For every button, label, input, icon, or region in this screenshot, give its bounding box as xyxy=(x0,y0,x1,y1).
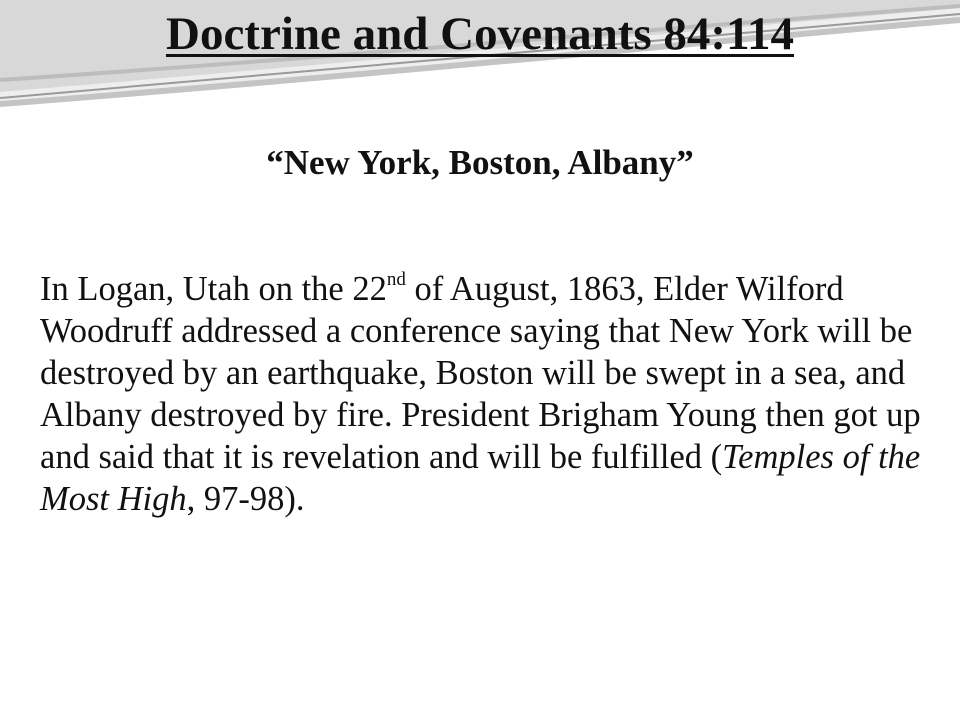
slide-title: Doctrine and Covenants 84:114 xyxy=(166,8,794,60)
body-text-part3: , 97-98). xyxy=(186,480,305,518)
body-text-part2: of August, 1863, Elder Wilford Woodruff addressed a conference saying that New York will be destroyed by an earthquake, Boston will be swept in a sea, and Albany destroyed by fire. President Brigham Young then got up and said that it is revelation and will be fulfilled ( xyxy=(40,270,921,476)
ordinal-suffix: nd xyxy=(386,268,406,290)
body-text-part1: In Logan, Utah on the 22 xyxy=(40,270,387,308)
slide-subtitle: “New York, Boston, Albany” xyxy=(266,143,694,182)
citation-title: Temples of the Most High xyxy=(40,438,921,518)
slide-body-text xyxy=(40,268,940,520)
